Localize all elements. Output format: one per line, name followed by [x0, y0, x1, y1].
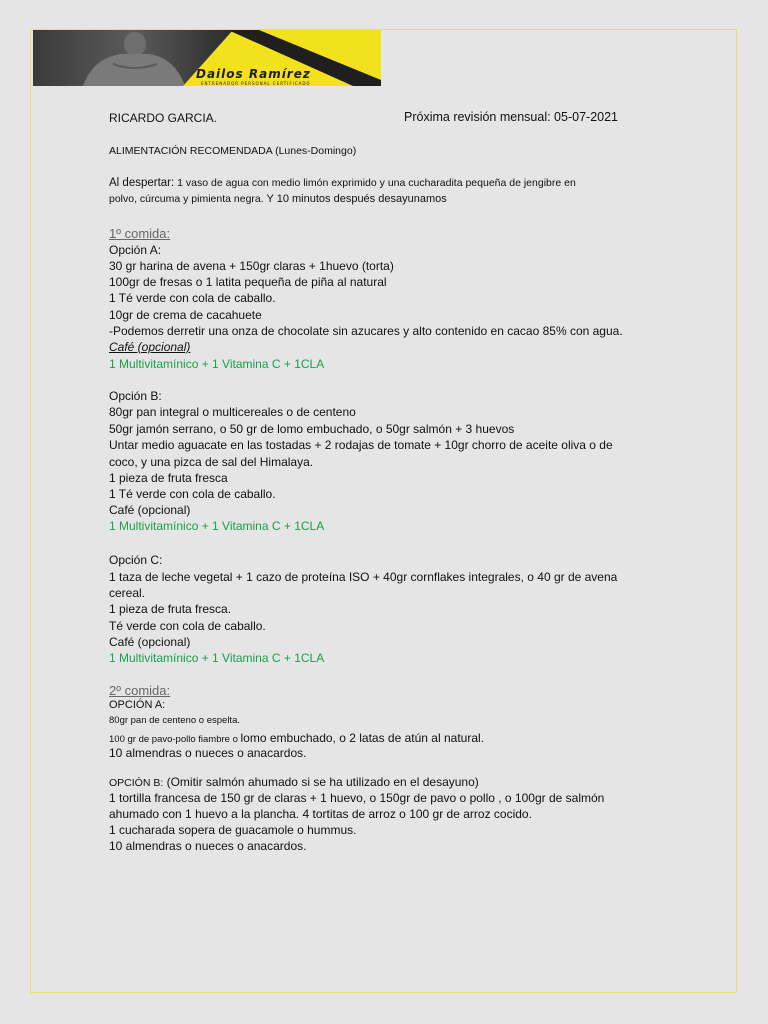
- meal1-option-c-line: Café (opcional): [109, 635, 191, 649]
- meal1-option-a-line: -Podemos derretir una onza de chocolate sin azucares y alto contenido en cacao 85% con agua.: [109, 324, 623, 338]
- meal1-option-b-line: Café (opcional): [109, 503, 191, 517]
- wake-text-1: 1 vaso de agua con medio limón exprimido y una cucharadita pequeña de jengibre en: [174, 177, 576, 189]
- wake-label: Al despertar:: [109, 177, 175, 189]
- meal2-option-a-line: 80gr pan de centeno o espelta.: [109, 715, 240, 726]
- meal1-option-a-line: 1 Té verde con cola de caballo.: [109, 291, 276, 305]
- meal1-option-b-line: 1 pieza de fruta fresca: [109, 471, 228, 485]
- meal2-option-b-note: (Omitir salmón ahumado si se ha utilizado en el desayuno): [163, 775, 479, 789]
- meal2-option-a-line: 10 almendras o nueces o anacardos.: [109, 746, 307, 760]
- meal2-option-b-line: 10 almendras o nueces o anacardos.: [109, 839, 307, 853]
- meal2-option-a-line2-small: 100 gr de pavo-pollo fiambre o: [109, 734, 241, 745]
- meal1-option-b-title: [109, 390, 162, 402]
- meal1-option-b-line: coco, y una pizca de sal del Himalaya.: [109, 455, 314, 469]
- meal1-option-a-line: 10gr de crema de cacahuete: [109, 308, 262, 322]
- meal1-option-c-title: Opción C:: [109, 553, 163, 567]
- meal1-option-b-line: Untar medio aguacate en las tostadas + 2 rodajas de tomate + 10gr chorro de aceite oliva o de: [109, 438, 613, 452]
- meal1-option-a-supplements: 1 Multivitamínico + 1 Vitamina C + 1CLA: [109, 357, 325, 371]
- meal1-option-c-supplements: 1 Multivitamínico + 1 Vitamina C + 1CLA: [109, 651, 325, 665]
- meal1-option-b-supplements: 1 Multivitamínico + 1 Vitamina C + 1CLA: [109, 519, 325, 533]
- meal2-option-b-title: OPCIÓN B:: [109, 777, 164, 789]
- meal2-option-a-line: [109, 730, 484, 746]
- meal1-option-a-line: 30 gr harina de avena + 150gr claras + 1huevo (torta): [109, 259, 394, 273]
- wake-line-2: [109, 194, 447, 205]
- meal1-option-c-line: 1 taza de leche vegetal + 1 cazo de proteína ISO + 40gr cornflakes integrales, o 40 gr de avena: [109, 570, 618, 584]
- meal2-option-b-line: 1 tortilla francesa de 150 gr de claras + 1 huevo, o 150gr de pavo o pollo , o 100gr de salmón: [109, 791, 605, 805]
- wake-line-1: [109, 178, 576, 190]
- trainer-subtitle: ENTRENADOR PERSONAL CERTIFICADO: [201, 81, 311, 86]
- section-title: ALIMENTACIÓN RECOMENDADA (Lunes-Domingo): [109, 145, 357, 157]
- meal2-option-a-line2-big: lomo embuchado, o 2 latas de atún al natural.: [240, 731, 484, 745]
- meal1-option-c-line: Té verde con cola de caballo.: [109, 619, 266, 633]
- meal2-option-b-line: ahumado con 1 huevo a la plancha. 4 tortitas de arroz o 100 gr de arroz cocido.: [109, 807, 532, 821]
- meal1-option-b-line: 1 Té verde con cola de caballo.: [109, 487, 276, 501]
- meal2-title: 2º comida:: [109, 683, 171, 698]
- wake-text-2-bold: Y 10 minutos después desayunamos: [263, 193, 447, 205]
- client-name: RICARDO GARCIA.: [109, 111, 218, 125]
- meal1-option-a-line: 100gr de fresas o 1 latita pequeña de piña al natural: [109, 275, 387, 289]
- trainer-name: Dailos Ramírez: [196, 67, 311, 81]
- meal1-option-c-line: 1 pieza de fruta fresca.: [109, 602, 232, 616]
- meal1-option-b-line: 80gr pan integral o multicereales o de centeno: [109, 405, 356, 419]
- trainer-banner: [33, 30, 381, 86]
- meal2-option-a-title: OPCIÓN A:: [109, 699, 166, 711]
- wake-text-2: polvo, cúrcuma y pimienta negra.: [109, 193, 264, 205]
- meal1-option-b-title-text: Opción B: [109, 389, 159, 403]
- meal1-option-c-line: cereal.: [109, 586, 146, 600]
- meal1-title: 1º comida:: [109, 226, 171, 241]
- next-review-date: Próxima revisión mensual: 05-07-2021: [404, 110, 618, 124]
- meal1-option-b-line: 50gr jamón serrano, o 50 gr de lomo embuchado, o 50gr salmón + 3 huevos: [109, 422, 515, 436]
- meal2-option-b-header: [109, 774, 479, 790]
- meal1-option-b-title-colon: :: [158, 389, 162, 403]
- meal1-option-a-coffee: Café (opcional): [109, 340, 191, 354]
- meal1-option-a-title: Opción A:: [109, 243, 162, 257]
- meal2-option-b-line: 1 cucharada sopera de guacamole o hummus.: [109, 823, 357, 837]
